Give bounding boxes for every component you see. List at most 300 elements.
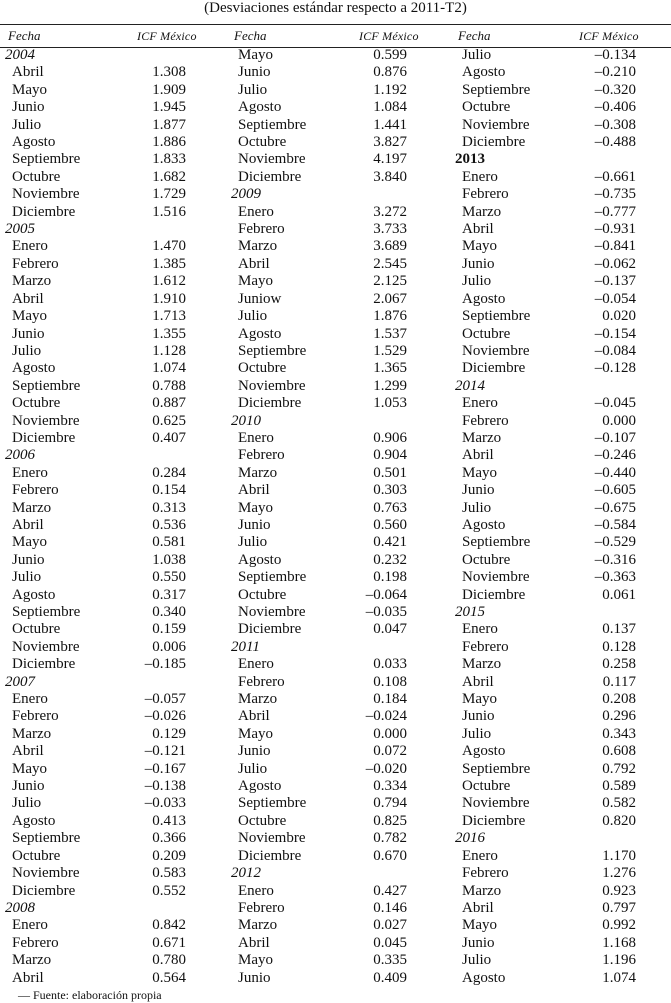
- table-row: [226, 360, 436, 377]
- month-label: Septiembre: [462, 534, 531, 551]
- icf-value: –0.033: [144, 795, 186, 812]
- month-label: Julio: [238, 760, 268, 777]
- table-row: [450, 813, 671, 830]
- month-label: Diciembre: [462, 812, 526, 829]
- table-row: [450, 795, 671, 812]
- month-label: Noviembre: [238, 604, 306, 620]
- icf-value: 0.599: [373, 47, 407, 63]
- table-row: [0, 795, 212, 812]
- icf-value: –0.167: [144, 760, 186, 777]
- month-label: Julio: [462, 952, 492, 969]
- table-row: [450, 552, 671, 569]
- icf-value: 0.842: [152, 917, 186, 934]
- table-row: [226, 935, 436, 952]
- month-label: Mayo: [12, 534, 47, 551]
- icf-value: 0.887: [152, 395, 186, 412]
- icf-value: 0.209: [152, 847, 186, 864]
- icf-value: 3.272: [373, 203, 407, 220]
- icf-value: 0.284: [152, 464, 186, 481]
- month-label: Agosto: [462, 64, 506, 81]
- year-label: 2015: [455, 604, 485, 620]
- table-row: [450, 778, 671, 795]
- table-row: [226, 151, 436, 168]
- month-label: Abril: [238, 255, 270, 272]
- table-row: [450, 117, 671, 134]
- icf-value: 0.923: [602, 882, 636, 899]
- month-label: Noviembre: [462, 569, 530, 586]
- icf-value: 0.564: [152, 969, 186, 986]
- table-row: [450, 395, 671, 412]
- table-row: [226, 273, 436, 290]
- month-label: Abril: [238, 934, 270, 951]
- icf-value: 1.910: [152, 290, 186, 307]
- table-subtitle: (Desviaciones estándar respecto a 2011-T2): [204, 0, 467, 16]
- month-label: Mayo: [12, 81, 47, 98]
- year-label: 2007: [5, 673, 35, 690]
- month-label: Diciembre: [238, 395, 302, 412]
- month-label: Enero: [238, 429, 274, 446]
- icf-value: 0.047: [373, 621, 407, 638]
- table-row: [0, 656, 212, 673]
- month-label: Enero: [238, 203, 274, 220]
- table-row: [450, 865, 671, 882]
- table-row: [0, 186, 212, 203]
- icf-value: –0.605: [594, 482, 636, 499]
- month-label: Julio: [238, 308, 268, 325]
- table-row: [450, 221, 671, 238]
- table-row: [226, 47, 436, 64]
- table-row: [226, 221, 436, 238]
- table-row: [0, 238, 212, 255]
- table-row: [0, 830, 212, 847]
- table-row: [226, 517, 436, 534]
- icf-value: 0.409: [373, 969, 407, 986]
- icf-value: 1.516: [152, 203, 186, 220]
- table-row: [0, 82, 212, 99]
- month-label: Abril: [12, 64, 44, 81]
- month-label: Octubre: [462, 99, 511, 116]
- table-row: [450, 917, 671, 934]
- month-label: Octubre: [238, 812, 287, 829]
- icf-value: 0.198: [373, 569, 407, 586]
- table-row: [0, 587, 212, 604]
- icf-value: 0.343: [602, 725, 636, 742]
- table-row: [450, 134, 671, 151]
- month-label: Octubre: [462, 778, 511, 795]
- icf-value: –0.035: [365, 604, 407, 620]
- icf-value: –0.137: [594, 273, 636, 290]
- icf-value: 1.355: [152, 325, 186, 342]
- icf-value: 1.729: [152, 186, 186, 203]
- table-row: [0, 952, 212, 969]
- icf-value: 1.877: [152, 116, 186, 133]
- month-label: Enero: [238, 656, 274, 673]
- icf-value: –0.062: [594, 255, 636, 272]
- icf-value: 1.365: [373, 360, 407, 377]
- table-row: [450, 656, 671, 673]
- table-row: [226, 256, 436, 273]
- table-row: [0, 151, 212, 168]
- month-label: Abril: [12, 969, 44, 986]
- icf-value: 1.168: [602, 934, 636, 951]
- table-row: [450, 935, 671, 952]
- year-row: [226, 413, 436, 430]
- table-row: [0, 482, 212, 499]
- table-row: [450, 517, 671, 534]
- icf-value: –0.246: [594, 447, 636, 464]
- month-label: Febrero: [238, 899, 285, 916]
- table-row: [226, 204, 436, 221]
- table-row: [226, 970, 436, 987]
- table-column-1: [0, 25, 212, 987]
- icf-value: 1.886: [152, 134, 186, 151]
- table-row: [0, 778, 212, 795]
- table-row: [450, 186, 671, 203]
- icf-value: 1.276: [602, 865, 636, 882]
- month-label: Marzo: [238, 917, 278, 934]
- table-row: [0, 430, 212, 447]
- header-icf: ICF México: [579, 29, 639, 43]
- icf-value: 0.583: [152, 865, 186, 882]
- month-label: Junio: [462, 934, 495, 951]
- month-label: Febrero: [12, 482, 59, 499]
- month-label: Junio: [12, 325, 45, 342]
- month-label: Mayo: [462, 691, 497, 708]
- icf-value: 0.335: [373, 952, 407, 969]
- icf-value: 0.763: [373, 499, 407, 516]
- icf-value: –0.406: [594, 99, 636, 116]
- table-row: [226, 848, 436, 865]
- year-row: [450, 151, 671, 168]
- table-row: [226, 917, 436, 934]
- table-row: [226, 830, 436, 847]
- table-row: [450, 465, 671, 482]
- icf-value: –0.841: [594, 238, 636, 255]
- icf-value: 0.366: [152, 830, 186, 847]
- year-label: 2009: [231, 186, 261, 203]
- month-label: Agosto: [238, 551, 282, 568]
- table-row: [0, 465, 212, 482]
- table-row: [0, 761, 212, 778]
- table-row: [0, 378, 212, 395]
- icf-value: –0.054: [594, 290, 636, 307]
- month-label: Noviembre: [238, 151, 306, 168]
- month-label: Febrero: [12, 708, 59, 725]
- table-row: [0, 413, 212, 430]
- month-label: Abril: [462, 673, 494, 690]
- month-label: Diciembre: [238, 168, 302, 185]
- table-row: [226, 134, 436, 151]
- month-label: Junio: [462, 482, 495, 499]
- month-label: Septiembre: [238, 342, 307, 359]
- month-label: Mayo: [238, 499, 273, 516]
- month-label: Julio: [12, 795, 42, 812]
- table-row: [226, 482, 436, 499]
- table-row: [450, 587, 671, 604]
- month-label: Marzo: [12, 499, 52, 516]
- month-label: Noviembre: [12, 638, 80, 655]
- table-row: [450, 273, 671, 290]
- table-row: [226, 813, 436, 830]
- icf-value: 0.536: [152, 516, 186, 533]
- month-label: Noviembre: [12, 186, 80, 203]
- table-row: [450, 708, 671, 725]
- month-label: Febrero: [462, 186, 509, 203]
- month-label: Diciembre: [462, 134, 526, 151]
- table-row: [226, 883, 436, 900]
- month-label: Noviembre: [238, 377, 306, 394]
- month-label: Marzo: [238, 691, 278, 708]
- month-label: Febrero: [12, 255, 59, 272]
- icf-value: 0.061: [602, 586, 636, 603]
- month-label: Septiembre: [12, 151, 81, 168]
- month-label: Agosto: [238, 778, 282, 795]
- month-label: Octubre: [12, 847, 61, 864]
- month-label: Julio: [12, 342, 42, 359]
- table-row: [226, 117, 436, 134]
- table-row: [450, 848, 671, 865]
- month-label: Febrero: [238, 221, 285, 238]
- month-label: Abril: [12, 290, 44, 307]
- table-row: [450, 900, 671, 917]
- month-label: Diciembre: [12, 656, 76, 673]
- icf-value: 0.501: [373, 464, 407, 481]
- month-label: Diciembre: [12, 882, 76, 899]
- month-label: Juniow: [238, 290, 282, 307]
- icf-value: 0.820: [602, 812, 636, 829]
- icf-value: 0.608: [602, 743, 636, 760]
- year-label: 2016: [455, 830, 485, 847]
- year-label: 2008: [5, 899, 35, 916]
- year-row: [226, 639, 436, 656]
- icf-value: 2.545: [373, 255, 407, 272]
- icf-value: –0.931: [594, 221, 636, 238]
- table-row: [450, 621, 671, 638]
- table-row: [226, 569, 436, 586]
- icf-value: 0.000: [373, 725, 407, 742]
- table-row: [0, 917, 212, 934]
- icf-value: 0.876: [373, 64, 407, 81]
- table-row: [450, 639, 671, 656]
- table-row: [226, 691, 436, 708]
- icf-value: 0.258: [602, 656, 636, 673]
- icf-value: 0.906: [373, 429, 407, 446]
- icf-value: –0.026: [144, 708, 186, 725]
- icf-value: 2.125: [373, 273, 407, 290]
- icf-value: 0.552: [152, 882, 186, 899]
- icf-value: –0.154: [594, 325, 636, 342]
- table-row: [450, 743, 671, 760]
- month-label: Julio: [462, 47, 492, 63]
- month-label: Agosto: [462, 743, 506, 760]
- table-row: [0, 517, 212, 534]
- month-label: Enero: [12, 917, 48, 934]
- icf-value: –0.128: [594, 360, 636, 377]
- icf-value: –0.735: [594, 186, 636, 203]
- icf-value: 1.441: [373, 116, 407, 133]
- month-label: Noviembre: [12, 865, 80, 882]
- icf-value: –0.584: [594, 516, 636, 533]
- icf-value: –0.064: [365, 586, 407, 603]
- month-label: Septiembre: [238, 795, 307, 812]
- table-row: [0, 743, 212, 760]
- month-label: Septiembre: [12, 830, 81, 847]
- month-label: Julio: [462, 273, 492, 290]
- icf-value: 0.159: [152, 621, 186, 638]
- month-label: Febrero: [462, 412, 509, 429]
- table-row: [226, 291, 436, 308]
- icf-value: –0.661: [594, 168, 636, 185]
- icf-value: 0.108: [373, 673, 407, 690]
- month-label: Diciembre: [12, 203, 76, 220]
- icf-value: –0.363: [594, 569, 636, 586]
- icf-value: 0.421: [373, 534, 407, 551]
- month-label: Abril: [462, 899, 494, 916]
- icf-value: 0.671: [152, 934, 186, 951]
- table-row: [450, 430, 671, 447]
- month-label: Febrero: [238, 447, 285, 464]
- icf-value: 0.792: [602, 760, 636, 777]
- icf-value: 0.625: [152, 412, 186, 429]
- month-label: Diciembre: [462, 360, 526, 377]
- table-row: [450, 500, 671, 517]
- table-row: [226, 952, 436, 969]
- month-label: Febrero: [462, 865, 509, 882]
- table-row: [0, 569, 212, 586]
- icf-value: 1.385: [152, 255, 186, 272]
- icf-value: 1.537: [373, 325, 407, 342]
- icf-value: 0.413: [152, 812, 186, 829]
- icf-value: 0.550: [152, 569, 186, 586]
- table-row: [226, 308, 436, 325]
- month-label: Julio: [12, 116, 42, 133]
- icf-value: 0.992: [602, 917, 636, 934]
- table-row: [0, 865, 212, 882]
- icf-value: 0.072: [373, 743, 407, 760]
- month-label: Julio: [462, 725, 492, 742]
- month-label: Octubre: [462, 325, 511, 342]
- icf-value: 3.840: [373, 168, 407, 185]
- month-label: Abril: [462, 447, 494, 464]
- icf-value: 0.670: [373, 847, 407, 864]
- icf-value: 0.589: [602, 778, 636, 795]
- icf-value: –0.308: [594, 116, 636, 133]
- month-label: Marzo: [462, 429, 502, 446]
- table-row: [450, 47, 671, 64]
- table-row: [0, 604, 212, 621]
- month-label: Junio: [12, 778, 45, 795]
- icf-value: 0.782: [373, 830, 407, 847]
- month-label: Febrero: [238, 673, 285, 690]
- month-label: Junio: [238, 516, 271, 533]
- month-label: Marzo: [12, 725, 52, 742]
- icf-value: 0.146: [373, 899, 407, 916]
- table-row: [450, 534, 671, 551]
- month-label: Julio: [12, 569, 42, 586]
- header-fecha: Fecha: [8, 28, 41, 43]
- header-icf: ICF México: [359, 29, 419, 43]
- month-label: Marzo: [12, 952, 52, 969]
- table-row: [0, 813, 212, 830]
- icf-value: 0.208: [602, 691, 636, 708]
- month-label: Noviembre: [238, 830, 306, 847]
- table-row: [0, 134, 212, 151]
- month-label: Agosto: [12, 134, 56, 151]
- month-label: Marzo: [462, 203, 502, 220]
- table-row: [226, 552, 436, 569]
- table-row: [450, 726, 671, 743]
- icf-value: 0.407: [152, 429, 186, 446]
- icf-value: 0.788: [152, 377, 186, 394]
- icf-value: 0.045: [373, 934, 407, 951]
- month-label: Marzo: [462, 656, 502, 673]
- table-row: [226, 169, 436, 186]
- year-label: 2010: [231, 412, 261, 429]
- icf-value: –0.134: [594, 47, 636, 63]
- icf-value: –0.529: [594, 534, 636, 551]
- footer-note: — Fuente: elaboración propia: [18, 988, 162, 1002]
- month-label: Junio: [462, 708, 495, 725]
- year-label: 2006: [5, 447, 35, 464]
- table-row: [226, 447, 436, 464]
- icf-value: 1.084: [373, 99, 407, 116]
- month-label: Octubre: [238, 360, 287, 377]
- year-row: [450, 378, 671, 395]
- icf-value: 1.612: [152, 273, 186, 290]
- icf-value: 3.733: [373, 221, 407, 238]
- icf-value: 1.529: [373, 342, 407, 359]
- month-label: Mayo: [462, 238, 497, 255]
- month-label: Septiembre: [12, 377, 81, 394]
- table-row: [450, 691, 671, 708]
- table-row: [0, 726, 212, 743]
- table-row: [226, 326, 436, 343]
- month-label: Mayo: [238, 725, 273, 742]
- month-label: Octubre: [12, 621, 61, 638]
- icf-value: 0.780: [152, 952, 186, 969]
- table-column-3: [450, 25, 671, 987]
- icf-value: 0.313: [152, 499, 186, 516]
- icf-value: 0.581: [152, 534, 186, 551]
- table-row: [226, 238, 436, 255]
- month-label: Noviembre: [12, 412, 80, 429]
- icf-value: 1.909: [152, 81, 186, 98]
- month-label: Diciembre: [238, 621, 302, 638]
- month-label: Octubre: [462, 551, 511, 568]
- month-label: Abril: [462, 221, 494, 238]
- table-row: [450, 360, 671, 377]
- table-row: [226, 621, 436, 638]
- table-row: [450, 169, 671, 186]
- table-row: [226, 587, 436, 604]
- month-label: Mayo: [12, 308, 47, 325]
- icf-value: –0.020: [365, 760, 407, 777]
- icf-value: 0.904: [373, 447, 407, 464]
- table-row: [226, 99, 436, 116]
- table-row: [450, 674, 671, 691]
- table-row: [0, 291, 212, 308]
- table-row: [450, 204, 671, 221]
- year-label: 2014: [455, 377, 485, 394]
- icf-value: 0.825: [373, 812, 407, 829]
- icf-value: 0.154: [152, 482, 186, 499]
- table-row: [226, 82, 436, 99]
- table-row: [226, 656, 436, 673]
- table-row: [226, 726, 436, 743]
- month-label: Agosto: [238, 325, 282, 342]
- table-row: [0, 326, 212, 343]
- icf-value: –0.675: [594, 499, 636, 516]
